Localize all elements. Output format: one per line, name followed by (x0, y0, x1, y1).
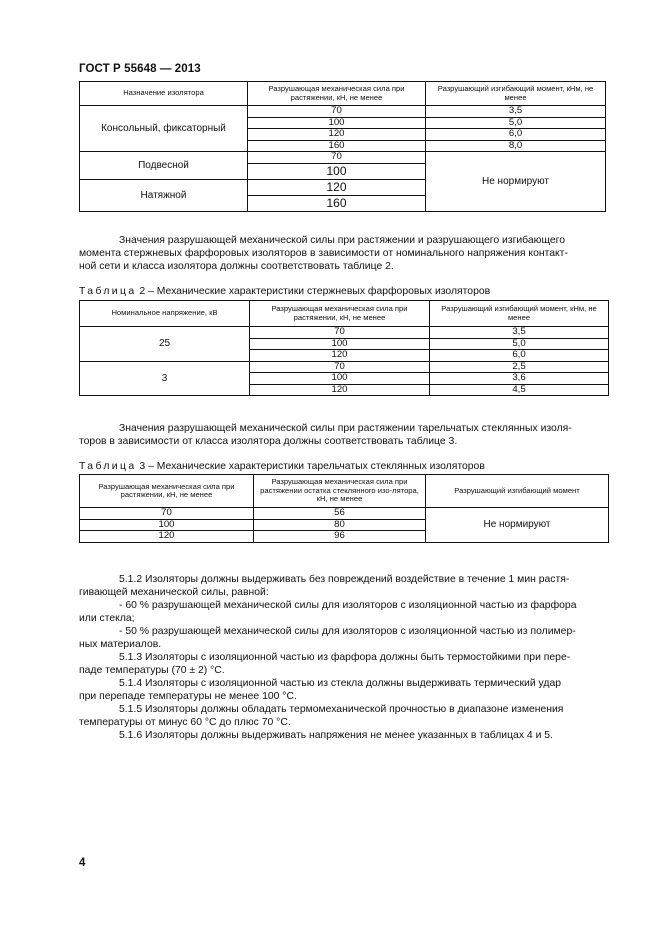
page-header-standard-id: ГОСТ Р 55648 — 2013 (79, 63, 201, 75)
text-line: или стекла; (79, 613, 135, 624)
force-cell: 100 (250, 373, 430, 385)
force-cell: 70 (80, 508, 254, 520)
force-cell: 70 (248, 106, 426, 118)
force-cell: 120 (248, 179, 426, 195)
table-2-caption (79, 286, 490, 297)
table-2 (79, 300, 609, 396)
table-1 (79, 81, 606, 212)
text-line: ных материалов. (79, 639, 162, 650)
caption-text: 3 – Механические характеристики тарельчатых стеклянных изоляторов (136, 461, 485, 472)
insulator-purpose-cell: Подвесной (80, 152, 248, 180)
column-header: Разрушающая механическая сила при растяжении, кН, не менее (250, 301, 430, 327)
moment-cell: 3,5 (430, 327, 609, 339)
moment-cell: 5,0 (430, 338, 609, 350)
text-line: торов в зависимости от класса изолятора должны соответствовать таблице 3. (79, 436, 458, 447)
page-number: 4 (79, 857, 86, 869)
column-header: Назначение изолятора (80, 82, 248, 106)
residual-force-cell: 80 (254, 519, 426, 531)
column-header: Разрушающий изгибающий момент (426, 475, 609, 508)
force-cell: 100 (80, 519, 254, 531)
force-cell: 70 (250, 361, 430, 373)
force-cell: 100 (250, 338, 430, 350)
column-header: Разрушающий изгибающий момент, кНм, не менее (426, 82, 606, 106)
caption-word: Таблица (79, 461, 137, 472)
table-row (80, 361, 609, 373)
text-line: 5.1.2 Изоляторы должны выдерживать без повреждений воздействие в течение 1 мин растя- (119, 574, 570, 585)
not-normalized-cell: Не нормируют (426, 152, 606, 212)
text-line: - 50 % разрушающей механической силы для изоляторов с изоляционной частью из полимер- (119, 626, 576, 637)
paragraph-table2-intro (79, 234, 611, 273)
text-line: при перепаде температуры не менее 100 °С. (79, 691, 297, 702)
force-cell: 160 (248, 195, 426, 211)
clauses-5-1-2-to-5-1-6 (79, 573, 611, 742)
paragraph-table3-intro (79, 422, 611, 448)
moment-cell: 4,5 (430, 384, 609, 396)
text-line: 5.1.5 Изоляторы должны обладать термомеханической прочностью в диапазоне изменения (119, 704, 564, 715)
caption-word: Таблица (79, 286, 137, 297)
text-line: Значения разрушающей механической силы при растяжении и разрушающего изгибающего (119, 235, 566, 246)
moment-cell: 6,0 (430, 350, 609, 362)
table-row (80, 106, 606, 118)
force-cell: 70 (250, 327, 430, 339)
moment-cell: 8,0 (426, 140, 606, 152)
table-3-caption (79, 461, 485, 472)
text-line: 5.1.3 Изоляторы с изоляционной частью из фарфора должны быть термостойкими при пере- (119, 652, 571, 663)
moment-cell: 3,6 (430, 373, 609, 385)
force-cell: 70 (248, 152, 426, 164)
not-normalized-cell: Не нормируют (426, 508, 609, 543)
moment-cell: 6,0 (426, 129, 606, 141)
table-3 (79, 474, 609, 543)
table-row (80, 508, 609, 520)
text-line: 5.1.6 Изоляторы должны выдерживать напряжения не менее указанных в таблицах 4 и 5. (119, 730, 553, 741)
table-header-row (80, 475, 609, 508)
caption-text: 2 – Механические характеристики стержневых фарфоровых изоляторов (136, 286, 491, 297)
residual-force-cell: 96 (254, 531, 426, 543)
residual-force-cell: 56 (254, 508, 426, 520)
force-cell: 100 (248, 117, 426, 129)
moment-cell: 3,5 (426, 106, 606, 118)
text-line: 5.1.4 Изоляторы с изоляционной частью из стекла должны выдерживать термический удар (119, 678, 562, 689)
text-line: паде температуры (70 ± 2) °С. (79, 665, 225, 676)
insulator-purpose-cell: Консольный, фиксаторный (80, 106, 248, 152)
column-header: Номинальное напряжение, кВ (80, 301, 250, 327)
voltage-cell: 3 (80, 361, 250, 396)
table-header-row (80, 82, 606, 106)
table-row (80, 152, 606, 164)
force-cell: 100 (248, 163, 426, 179)
text-line: температуры от минус 60 °С до плюс 70 °С. (79, 717, 291, 728)
insulator-purpose-cell: Натяжной (80, 179, 248, 211)
moment-cell: 2,5 (430, 361, 609, 373)
text-line: гивающей механической силы, равной: (79, 587, 269, 598)
text-line: момента стержневых фарфоровых изоляторов в зависимости от номинального напряжения контакт- (79, 248, 568, 259)
table-row (80, 327, 609, 339)
voltage-cell: 25 (80, 327, 250, 362)
force-cell: 120 (250, 384, 430, 396)
moment-cell: 5,0 (426, 117, 606, 129)
force-cell: 120 (80, 531, 254, 543)
table-header-row (80, 301, 609, 327)
column-header: Разрушающая механическая сила при растяжении остатка стеклянного изо-лятора, кН, не менее (254, 475, 426, 508)
force-cell: 160 (248, 140, 426, 152)
force-cell: 120 (250, 350, 430, 362)
column-header: Разрушающая механическая сила при растяжении, кН, не менее (80, 475, 254, 508)
column-header: Разрушающий изгибающий момент, кНм, не менее (430, 301, 609, 327)
column-header: Разрушающая механическая сила при растяжении, кН, не менее (248, 82, 426, 106)
text-line: - 60 % разрушающей механической силы для изоляторов с изоляционной частью из фарфора (119, 600, 577, 611)
text-line: ной сети и класса изолятора должны соответствовать таблице 2. (79, 261, 394, 272)
text-line: Значения разрушающей механической силы при растяжении тарельчатых стеклянных изоля- (119, 423, 572, 434)
force-cell: 120 (248, 129, 426, 141)
